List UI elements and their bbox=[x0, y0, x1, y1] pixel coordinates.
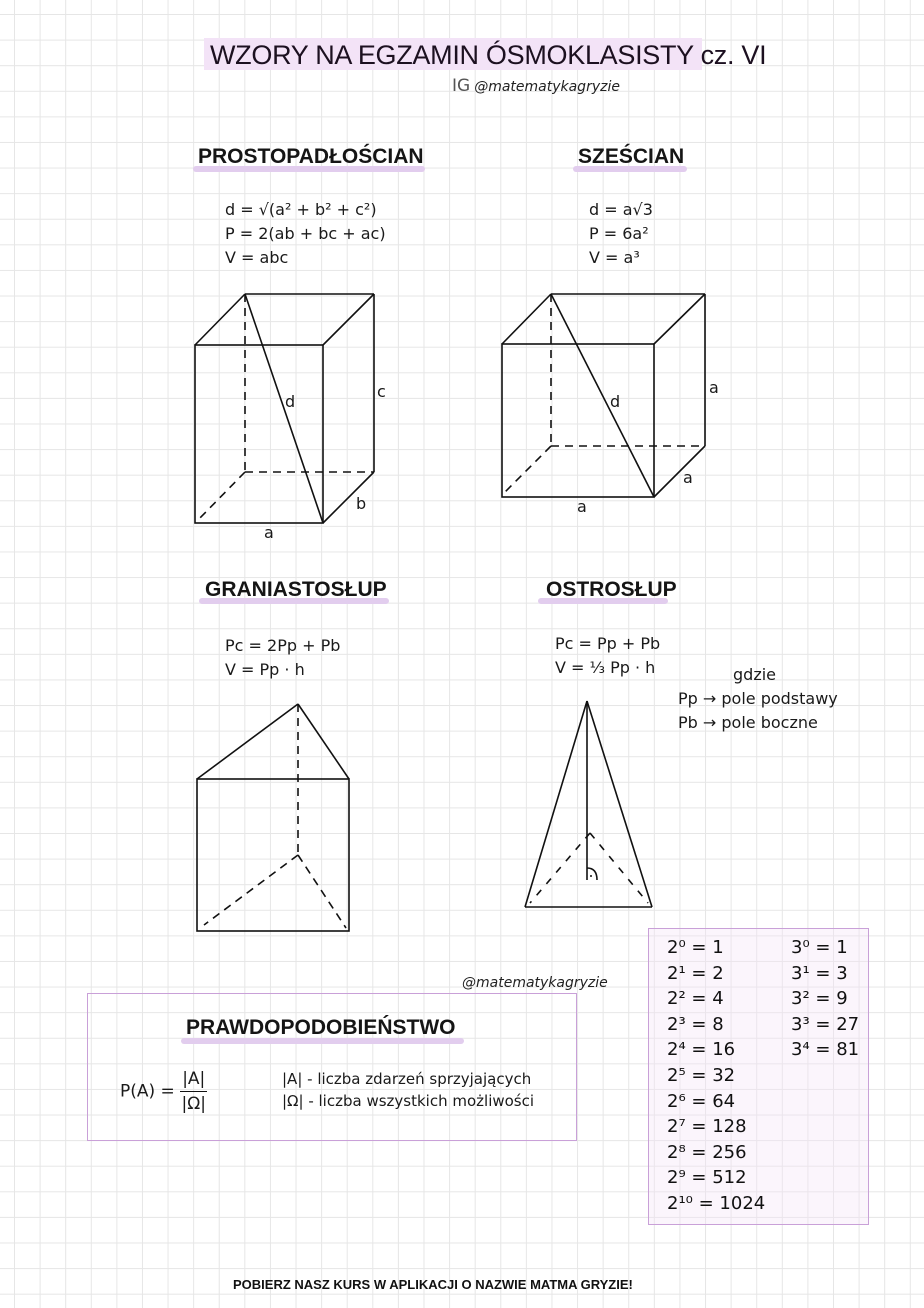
formula-volume: V = abc bbox=[225, 248, 289, 267]
label-d: d bbox=[285, 392, 296, 411]
power-row: 2¹⁰ = 1024 bbox=[667, 1192, 766, 1214]
fraction bbox=[180, 1067, 207, 1116]
heading-prostopadloscian: PROSTOPADŁOŚCIAN bbox=[198, 145, 424, 168]
power-row: 3⁴ = 81 bbox=[791, 1039, 860, 1061]
power-row: 2⁵ = 32 bbox=[667, 1064, 736, 1086]
heading-szescian: SZEŚCIAN bbox=[578, 145, 685, 168]
power-row: 2⁷ = 128 bbox=[667, 1116, 747, 1138]
formula-diagonal: d = √(a² + b² + c²) bbox=[225, 200, 377, 219]
definition-omega: |Ω| - liczba wszystkich możliwości bbox=[282, 1092, 535, 1110]
legend-item-pp: Pp → pole podstawy bbox=[678, 689, 838, 708]
heading-graniastoslup: GRANIASTOSŁUP bbox=[205, 578, 387, 601]
power-row: 2² = 4 bbox=[667, 988, 724, 1010]
power-row: 2³ = 8 bbox=[667, 1013, 724, 1035]
formula-volume: V = ⅓ Pp · h bbox=[555, 658, 656, 677]
formula-total-area: Pc = Pp + Pb bbox=[555, 634, 661, 653]
label-a-front: a bbox=[577, 497, 587, 516]
power-row: 2⁶ = 64 bbox=[667, 1090, 736, 1112]
powers-of-3 bbox=[791, 935, 859, 1063]
power-row: 2¹ = 2 bbox=[667, 962, 724, 984]
watermark-handle: @matematykagryzie bbox=[462, 975, 608, 991]
power-row: 2⁸ = 256 bbox=[667, 1141, 747, 1163]
label-b: b bbox=[356, 494, 367, 513]
heading-prawdopodobienstwo: PRAWDOPODOBIEŃSTWO bbox=[186, 1016, 456, 1039]
powers-of-2 bbox=[667, 935, 765, 1217]
power-row: 2⁰ = 1 bbox=[667, 937, 724, 958]
label-a: a bbox=[264, 523, 274, 542]
power-row: 3³ = 27 bbox=[791, 1013, 860, 1035]
formula-lhs: P(A) = bbox=[120, 1081, 175, 1102]
power-row: 3¹ = 3 bbox=[791, 962, 848, 984]
label-d: d bbox=[610, 392, 621, 411]
power-row: 3² = 9 bbox=[791, 988, 848, 1010]
instagram-icon: IG bbox=[452, 76, 471, 96]
power-row: 2⁴ = 16 bbox=[667, 1039, 736, 1061]
numerator: |A| bbox=[180, 1067, 207, 1092]
page-title: WZORY NA EGZAMIN ÓSMOKLASISTY cz. VI bbox=[210, 40, 767, 70]
formula-volume: V = Pp · h bbox=[225, 660, 305, 679]
legend-heading: gdzie bbox=[733, 665, 776, 684]
definition-a: |A| - liczba zdarzeń sprzyjających bbox=[282, 1070, 532, 1088]
label-a-height: a bbox=[709, 378, 719, 397]
formula-area: P = 2(ab + bc + ac) bbox=[225, 224, 386, 243]
label-a-side: a bbox=[683, 468, 693, 487]
probability-formula bbox=[120, 1067, 207, 1116]
formula-total-area: Pc = 2Pp + Pb bbox=[225, 636, 341, 655]
footer-promo: POBIERZ NASZ KURS W APLIKACJI O NAZWIE MATMA GRYZIE! bbox=[233, 1277, 633, 1292]
legend-item-pb: Pb → pole boczne bbox=[678, 713, 818, 732]
heading-ostroslup: OSTROSŁUP bbox=[546, 578, 677, 601]
denominator: |Ω| bbox=[181, 1094, 206, 1114]
handle-text: @matematykagryzie bbox=[474, 79, 620, 95]
formula-volume: V = a³ bbox=[589, 248, 640, 267]
probability-definitions bbox=[282, 1068, 534, 1112]
power-row: 3⁰ = 1 bbox=[791, 937, 848, 958]
formula-area: P = 6a² bbox=[589, 224, 649, 243]
label-c: c bbox=[377, 382, 386, 401]
power-row: 2⁹ = 512 bbox=[667, 1167, 747, 1189]
formula-diagonal: d = a√3 bbox=[589, 200, 653, 219]
